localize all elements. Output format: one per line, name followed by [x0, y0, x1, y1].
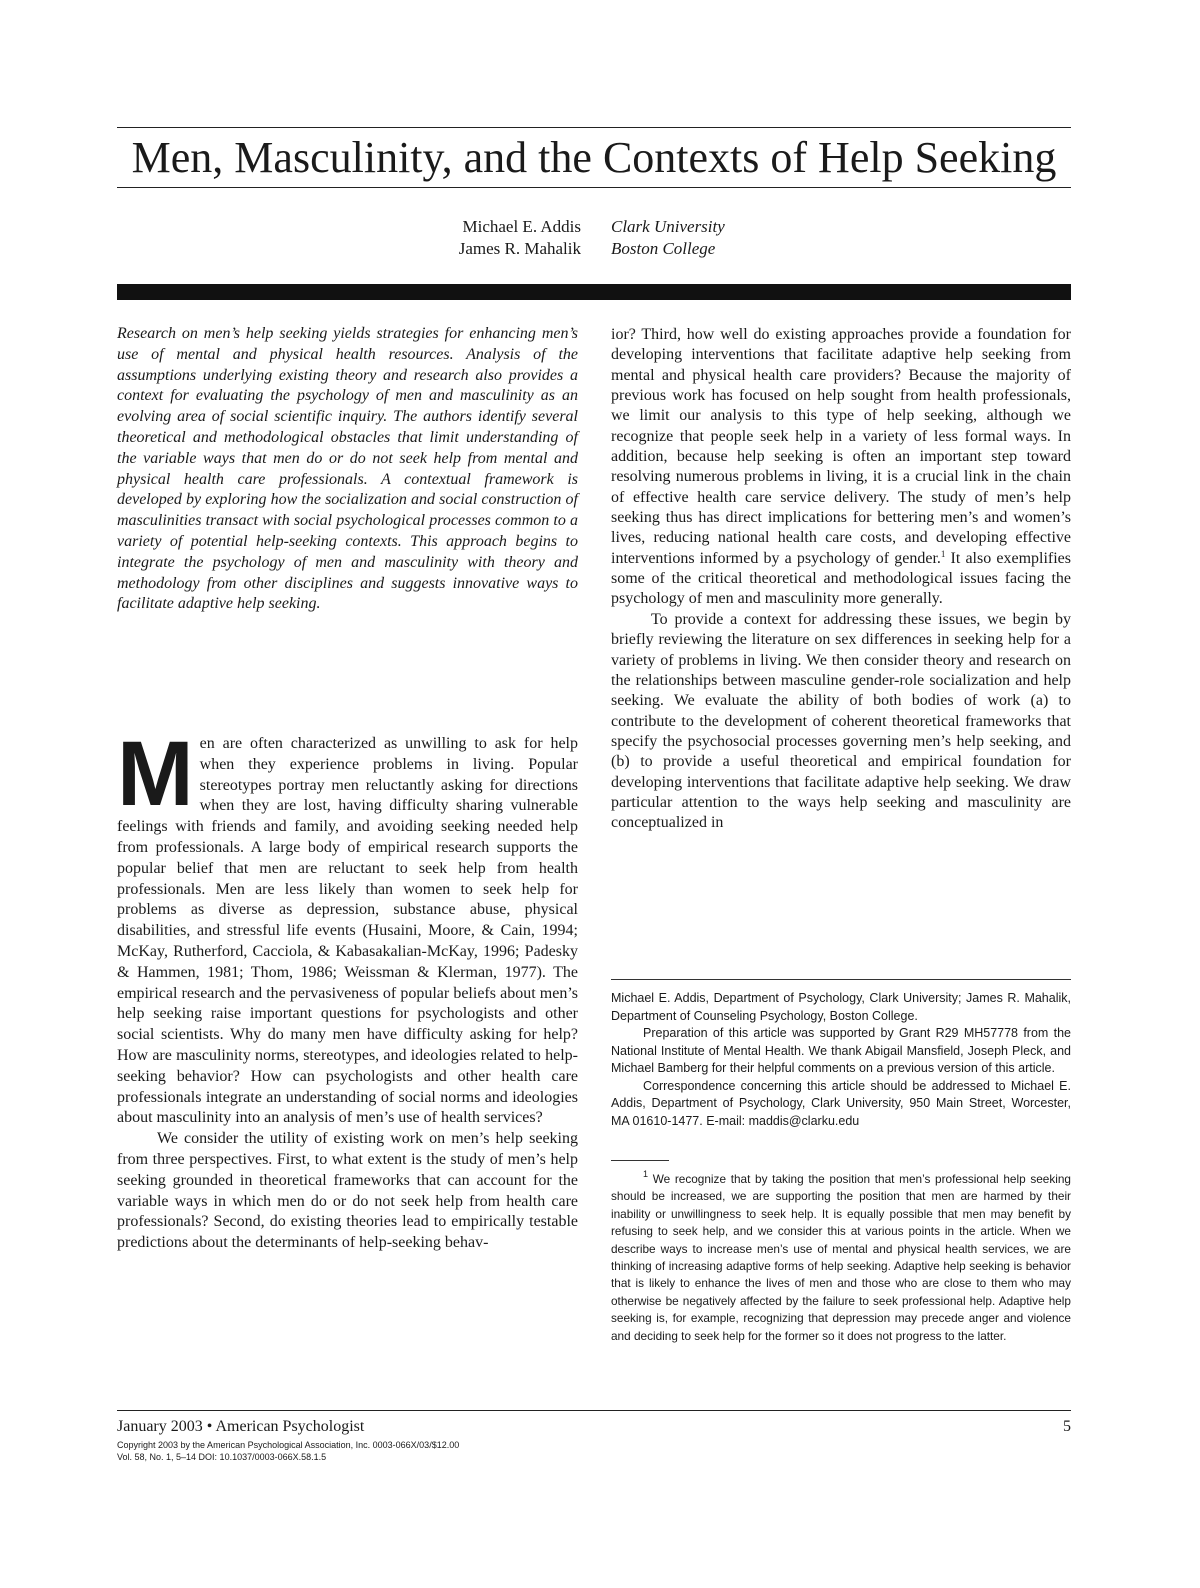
author-name: James R. Mahalik: [458, 239, 581, 258]
page-number: 5: [1063, 1418, 1071, 1435]
footnote: [611, 1171, 1071, 1345]
footnote-reference: 1: [940, 548, 946, 559]
author-note-correspondence: Correspondence concerning this article should be addressed to Michael E. Addis, Department of Psychology, Clark University, 950 Main Street, Worcester, MA 01610-1477. E-mail: maddis@clarku.edu: [611, 1078, 1071, 1128]
title-top-rule: [117, 127, 1071, 128]
footer-rule: [117, 1410, 1071, 1411]
author-note-affiliations: Michael E. Addis, Department of Psychology, Clark University; James R. Mahalik, Department of Counseling Psychology, Boston College.: [611, 991, 1071, 1023]
author-affiliation: Clark University: [611, 217, 725, 236]
abstract-text: Research on men’s help seeking yields strategies for enhancing men’s use of mental and physical health resources. Analysis of the assumptions underlying existing theory and research also provides a context for evaluating the psychology of men and masculinity as an evolving area of social scientific inquiry. The authors identify several theoretical and methodological obstacles that limit understanding of the variable ways that men do or do not seek help from mental and physical health care professionals. A contextual framework is developed by exploring how the socialization and social construction of masculinities transact with social psychological processes common to a variety of potential help-seeking contexts. This approach begins to integrate the psychology of men and masculinity with theory and methodology from other disciplines and suggests innovative ways to facilitate adaptive help seeking.: [117, 325, 578, 613]
body-paragraph: To provide a context for addressing these issues, we begin by briefly reviewing the literature on sex differences in seeking help for a variety of problems in living. We then consider theory and research on the relationships between masculine gender-role socialization and help seeking. We evaluate the ability of both bodies of work (a) to contribute to the development of coherent theoretical frameworks that specify the psychosocial processes governing men’s help seeking, and (b) to provide a useful theoretical and empirical foundation for developing interventions that facilitate adaptive help seeking. We draw particular attention to the ways help seeking and masculinity are conceptualized in: [611, 610, 1071, 832]
author-notes: [611, 990, 1071, 1130]
header-bar: [117, 284, 1071, 300]
footnote-text: We recognize that by taking the position that men’s professional help seeking should be increased, we are supporting the position that men are harmed by their inability or unwillingness to seek help. It is equally possible that men may benefit by refusing to seek help, and we consider this at various points in the article. When we describe ways to increase men’s use of mental and physical health services, we are thinking of increasing adaptive forms of help seeking. Adaptive help seeking is behavior that is likely to enhance the lives of men and those who are close to them who may otherwise be negatively affected by the failure to seek professional help. Adaptive help seeking is, for example, recognizing that depression may precede anger and violence and deciding to seek help for the former so it does not progress to the latter.: [611, 1172, 1071, 1343]
drop-cap: M: [117, 723, 194, 825]
body-paragraph: We consider the utility of existing work on men’s help seeking from three perspectives. First, to what extent is the study of men’s help seeking grounded in theoretical frameworks that can account for the variable ways in which men do or do not seek help from health care professionals? Second, do existing theories lead to empirically testable predictions about the determinants of help-seeking behav-: [117, 1130, 578, 1252]
footer-journal: January 2003 • American Psychologist: [117, 1418, 365, 1435]
body-column-right: [611, 325, 1071, 834]
body-paragraph: [117, 723, 578, 1129]
title-bottom-rule: [117, 187, 1071, 188]
author-affiliations: [611, 216, 725, 260]
footnote-number: 1: [643, 1169, 649, 1179]
footer-copyright: Copyright 2003 by the American Psychological Association, Inc. 0003-066X/03/$12.00: [117, 1440, 460, 1450]
footer-volume: Vol. 58, No. 1, 5–14 DOI: 10.1037/0003-066X.58.1.5: [117, 1452, 327, 1462]
body-text: en are often characterized as unwilling to ask for help when they experience problems in living. Popular stereotypes portray men reluctantly asking for directions when they are lost, having difficulty sharing vulnerable feelings with friends and family, and avoiding seeking needed help from professionals. A large body of empirical research supports the popular belief that men are reluctant to seek help from health professionals. Men are less likely than women to seek help for problems as diverse as depression, substance abuse, physical disabilities, and stressful life events (Husaini, Moore, & Cain, 1994; McKay, Rutherford, Cacciola, & Kabasakalian-McKay, 1996; Padesky & Hammen, 1981; Thom, 1986; Weissman & Klerman, 1977). The empirical research and the pervasiveness of popular beliefs about men’s help seeking raise important questions for psychologists and other social scientists. Why do many men have difficulty asking for help? How are masculinity norms, stereotypes, and ideologies related to help-seeking behavior? How can psychologists and other health care professionals integrate an understanding of social norms and ideologies about masculinity into an analysis of men’s use of health services?: [117, 735, 578, 1127]
body-text: ior? Third, how well do existing approaches provide a foundation for developing interventions that facilitate adaptive help seeking from mental and physical health care providers? Because the majority of previous work has focused on help sought from health professionals, we limit our analysis to this type of help seeking, although we recognize that people seek help in a variety of less formal ways. In addition, because help seeking is often an important step toward resolving numerous problems in living, it is a crucial link in the chain of effective health care service delivery. The study of men’s help seeking thus has direct implications for bettering men’s and women’s lives, reducing national health care costs, and developing effective interventions informed by a psychology of gender.: [611, 326, 1071, 567]
author-name: Michael E. Addis: [462, 217, 581, 236]
abstract: [117, 324, 578, 615]
body-column-left: [117, 723, 578, 1254]
footnote-rule: [611, 1160, 669, 1161]
footnote-paragraph: [611, 1171, 1071, 1345]
author-note-support: Preparation of this article was supported by Grant R29 MH57778 from the National Institute of Mental Health. We thank Abigail Mansfield, Joseph Pleck, and Michael Bamberg for their helpful comments on a previous version of this article.: [611, 1026, 1071, 1075]
author-affiliation: Boston College: [611, 239, 716, 258]
author-notes-rule: [611, 979, 1071, 980]
body-text: It also exemplifies some of the critical theoretical and methodological issues facing the psychology of men and masculinity more generally.: [611, 549, 1071, 608]
article-title: Men, Masculinity, and the Contexts of Help Seeking: [131, 133, 1057, 182]
body-paragraph: [611, 325, 1071, 610]
author-names: [459, 216, 581, 260]
